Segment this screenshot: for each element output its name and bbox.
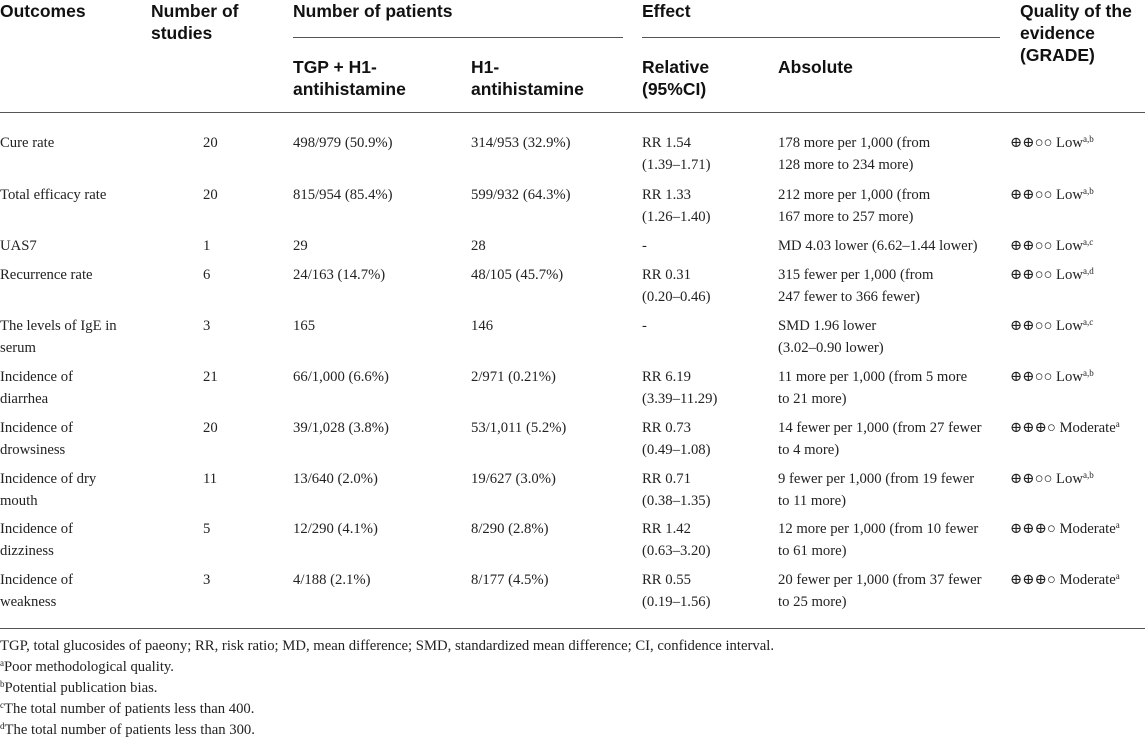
tgp-patients-cell: 12/290 (4.1%): [293, 521, 378, 537]
tgp-patients-cell: 39/1,028 (3.8%): [293, 420, 389, 436]
footnote-a: $^a$Poor methodological quality.: [0, 658, 174, 675]
absolute-effect-cell: 20 fewer per 1,000 (from 37 fewer to 25 more): [778, 572, 982, 610]
absolute-effect-cell: 12 more per 1,000 (from 10 fewer to 61 more): [778, 521, 979, 559]
outcome-cell: UAS7: [0, 238, 37, 254]
absolute-effect-cell: 11 more per 1,000 (from 5 more to 21 more): [778, 369, 968, 407]
relative-effect-cell: RR 0.55 (0.19–1.56): [642, 572, 711, 610]
relative-effect-cell: RR 0.73 (0.49–1.08): [642, 420, 711, 458]
control-patients-cell: 2/971 (0.21%): [471, 369, 556, 385]
table-bottom-rule: [0, 628, 1145, 629]
relative-effect-cell: RR 0.31 (0.20–0.46): [642, 267, 711, 305]
relative-effect-cell: RR 1.54 (1.39–1.71): [642, 135, 711, 173]
absolute-effect-cell: SMD 1.96 lower (3.02–0.90 lower): [778, 318, 884, 356]
header-number-of-patients: Number of patients: [293, 1, 453, 21]
absolute-effect-cell: 178 more per 1,000 (from 128 more to 234 more): [778, 135, 931, 173]
studies-cell: 6: [203, 267, 211, 283]
control-patients-cell: 146: [471, 318, 494, 334]
quality-cell: ⊕⊕○○ Low$^{a,c}$: [1010, 317, 1094, 334]
footnote-d: $^d$The total number of patients less than 300.: [0, 721, 255, 738]
outcome-cell: Incidence of weakness: [0, 572, 73, 610]
control-patients-cell: 599/932 (64.3%): [471, 187, 571, 203]
header-bottom-rule: [0, 112, 1145, 113]
outcome-cell: Incidence of drowsiness: [0, 420, 73, 458]
outcome-cell: Incidence of dizziness: [0, 521, 73, 559]
quality-cell: ⊕⊕○○ Low$^{a,c}$: [1010, 237, 1094, 254]
studies-cell: 20: [203, 420, 218, 436]
tgp-patients-cell: 165: [293, 318, 316, 334]
control-patients-cell: 48/105 (45.7%): [471, 267, 564, 283]
header-tgp-group: TGP + H1- antihistamine: [293, 57, 406, 99]
footnote-abbreviations: TGP, total glucosides of paeony; RR, risk ratio; MD, mean difference; SMD, standardized mean difference; CI, confidence interval.: [0, 638, 774, 654]
studies-cell: 1: [203, 238, 211, 254]
relative-effect-cell: RR 1.42 (0.63–3.20): [642, 521, 711, 559]
outcome-cell: Incidence of diarrhea: [0, 369, 73, 407]
header-relative: Relative (95%CI): [642, 57, 710, 99]
outcome-cell: The levels of IgE in serum: [0, 318, 117, 356]
quality-cell: ⊕⊕⊕○ Moderate$^a$: [1010, 571, 1120, 588]
outcome-cell: Recurrence rate: [0, 267, 93, 283]
absolute-effect-cell: 212 more per 1,000 (from 167 more to 257 more): [778, 187, 931, 225]
quality-cell: ⊕⊕⊕○ Moderate$^a$: [1010, 419, 1120, 436]
effect-group-rule: [642, 37, 1000, 38]
quality-cell: ⊕⊕○○ Low$^{a,b}$: [1010, 186, 1094, 203]
absolute-effect-cell: MD 4.03 lower (6.62–1.44 lower): [778, 238, 978, 254]
studies-cell: 20: [203, 135, 218, 151]
header-control-group: H1- antihistamine: [471, 57, 584, 99]
control-patients-cell: 28: [471, 238, 486, 254]
studies-cell: 20: [203, 187, 218, 203]
tgp-patients-cell: 24/163 (14.7%): [293, 267, 386, 283]
relative-effect-cell: RR 6.19 (3.39–11.29): [642, 369, 718, 407]
studies-cell: 11: [203, 471, 218, 487]
quality-cell: ⊕⊕⊕○ Moderate$^a$: [1010, 520, 1120, 537]
studies-cell: 3: [203, 572, 211, 588]
absolute-effect-cell: 315 fewer per 1,000 (from 247 fewer to 366 fewer): [778, 267, 934, 305]
patients-group-rule: [293, 37, 623, 38]
absolute-effect-cell: 14 fewer per 1,000 (from 27 fewer to 4 more): [778, 420, 982, 458]
control-patients-cell: 314/953 (32.9%): [471, 135, 571, 151]
header-outcomes: Outcomes: [0, 1, 86, 21]
footnote-c: $^c$The total number of patients less than 400.: [0, 700, 255, 717]
control-patients-cell: 53/1,011 (5.2%): [471, 420, 567, 436]
header-effect: Effect: [642, 1, 691, 21]
outcome-cell: Incidence of dry mouth: [0, 471, 97, 509]
relative-effect-cell: -: [642, 318, 647, 334]
control-patients-cell: 19/627 (3.0%): [471, 471, 556, 487]
relative-effect-cell: -: [642, 238, 647, 254]
outcome-cell: Total efficacy rate: [0, 187, 107, 203]
tgp-patients-cell: 815/954 (85.4%): [293, 187, 393, 203]
studies-cell: 3: [203, 318, 211, 334]
header-quality: Quality of the evidence (GRADE): [1020, 1, 1132, 65]
header-absolute: Absolute: [778, 57, 853, 77]
tgp-patients-cell: 29: [293, 238, 308, 254]
studies-cell: 21: [203, 369, 218, 385]
tgp-patients-cell: 13/640 (2.0%): [293, 471, 378, 487]
header-number-of-studies: Number of studies: [151, 1, 239, 43]
control-patients-cell: 8/290 (2.8%): [471, 521, 549, 537]
footnote-b: $^b$Potential publication bias.: [0, 679, 158, 696]
quality-cell: ⊕⊕○○ Low$^{a,b}$: [1010, 368, 1094, 385]
studies-cell: 5: [203, 521, 211, 537]
outcome-cell: Cure rate: [0, 135, 55, 151]
absolute-effect-cell: 9 fewer per 1,000 (from 19 fewer to 11 more): [778, 471, 975, 509]
relative-effect-cell: RR 1.33 (1.26–1.40): [642, 187, 711, 225]
tgp-patients-cell: 66/1,000 (6.6%): [293, 369, 389, 385]
control-patients-cell: 8/177 (4.5%): [471, 572, 549, 588]
quality-cell: ⊕⊕○○ Low$^{a,b}$: [1010, 134, 1094, 151]
quality-cell: ⊕⊕○○ Low$^{a,b}$: [1010, 470, 1094, 487]
tgp-patients-cell: 498/979 (50.9%): [293, 135, 393, 151]
relative-effect-cell: RR 0.71 (0.38–1.35): [642, 471, 711, 509]
tgp-patients-cell: 4/188 (2.1%): [293, 572, 371, 588]
quality-cell: ⊕⊕○○ Low$^{a,d}$: [1010, 266, 1094, 283]
